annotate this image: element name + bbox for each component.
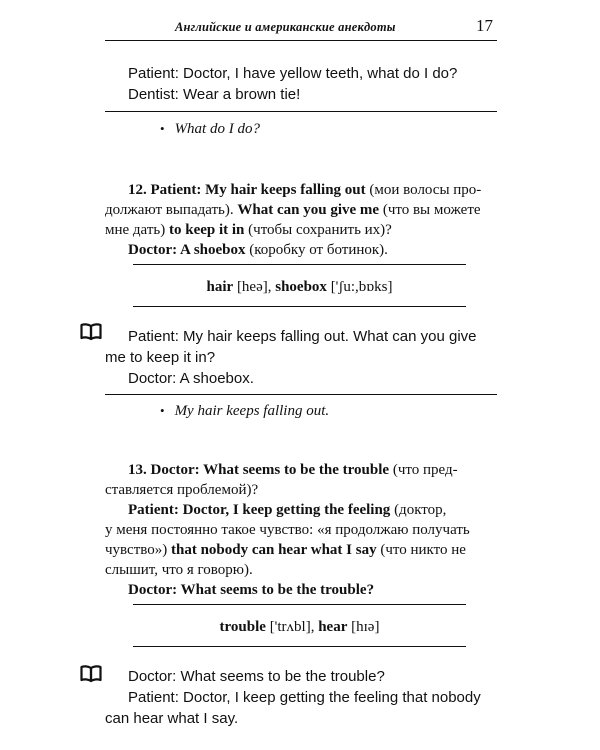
joke-line bbox=[128, 580, 374, 601]
joke-line bbox=[105, 480, 258, 501]
joke-line bbox=[105, 220, 392, 241]
vocab-ipa: [hɪə] bbox=[351, 619, 380, 635]
gloss: чувство») bbox=[105, 542, 168, 558]
page-number: 17 bbox=[476, 16, 493, 35]
gloss: (доктор, bbox=[394, 502, 447, 518]
gloss: (чтобы сохранить их)? bbox=[248, 222, 392, 238]
gloss: (что пред- bbox=[392, 462, 458, 478]
bold-phrase: Patient: Doctor, I keep getting the feeling bbox=[128, 502, 391, 518]
vocab-rule-bottom bbox=[133, 646, 466, 647]
joke-line bbox=[105, 520, 470, 541]
bold-phrase: What can you give me bbox=[237, 202, 380, 218]
bold-phrase: to keep it in bbox=[168, 222, 245, 238]
gloss: у меня постоянно такое чувство: «я продолжаю получать bbox=[105, 522, 470, 538]
reading-line: Patient: Doctor, I keep getting the feeling that nobody bbox=[128, 689, 481, 706]
bullet-text: What do I do? bbox=[174, 121, 260, 137]
joke-number: 12. bbox=[128, 182, 147, 198]
bullet-dot: • bbox=[160, 121, 165, 136]
joke-line bbox=[105, 540, 466, 561]
gloss: (что вы можете bbox=[382, 202, 481, 218]
reading-line: Doctor: What seems to be the trouble? bbox=[128, 668, 385, 685]
reading-line: me to keep it in? bbox=[105, 349, 216, 366]
bullet-item bbox=[160, 121, 260, 138]
vocab-word: trouble bbox=[219, 619, 266, 635]
dialogue-line: Dentist: Wear a brown tie! bbox=[128, 86, 301, 103]
vocab-rule-top bbox=[133, 604, 466, 605]
section-rule bbox=[105, 111, 497, 112]
bullet-dot: • bbox=[160, 403, 165, 418]
dialogue-line: Patient: Doctor, I have yellow teeth, what do I do? bbox=[128, 65, 458, 82]
vocab-box bbox=[133, 617, 466, 638]
vocab-ipa: [heə], bbox=[236, 279, 272, 295]
gloss: мне дать) bbox=[105, 222, 166, 238]
vocab-box bbox=[133, 277, 466, 298]
bold-phrase: Doctor: What seems to be the trouble? bbox=[128, 582, 375, 598]
vocab-ipa: ['trʌbl], bbox=[269, 619, 315, 635]
joke-line bbox=[128, 240, 388, 261]
bold-phrase: Patient: My hair keeps falling out bbox=[150, 182, 366, 198]
gloss: слышит, что я говорю). bbox=[105, 562, 253, 578]
reading-line: can hear what I say. bbox=[105, 710, 239, 727]
bold-phrase: that nobody can hear what I say bbox=[170, 542, 377, 558]
joke-line bbox=[105, 200, 481, 221]
joke-number: 13. bbox=[128, 462, 147, 478]
joke-line bbox=[128, 180, 481, 201]
gloss: ставляется проблемой)? bbox=[105, 482, 259, 498]
vocab-word: hear bbox=[318, 619, 348, 635]
reading-line: Doctor: A shoebox. bbox=[128, 370, 254, 387]
vocab-word: shoebox bbox=[275, 279, 327, 295]
gloss: (что никто не bbox=[380, 542, 466, 558]
header-rule bbox=[105, 40, 497, 41]
bold-phrase: Doctor: A shoebox bbox=[128, 242, 246, 258]
vocab-ipa: ['ʃu:,bɒks] bbox=[330, 279, 393, 295]
joke-line bbox=[128, 500, 446, 521]
running-header bbox=[105, 14, 495, 40]
section-rule bbox=[105, 394, 497, 395]
vocab-word: hair bbox=[206, 279, 234, 295]
gloss: (коробку от ботинок). bbox=[249, 242, 388, 258]
gloss: (мои волосы про- bbox=[369, 182, 482, 198]
open-book-icon bbox=[80, 323, 102, 341]
bold-phrase: Doctor: What seems to be the trouble bbox=[150, 462, 390, 478]
vocab-rule-bottom bbox=[133, 306, 466, 307]
header-title: Английские и американские анекдоты bbox=[175, 20, 396, 34]
reading-line: Patient: My hair keeps falling out. What can you give bbox=[128, 328, 477, 345]
open-book-icon bbox=[80, 665, 102, 683]
joke-line bbox=[128, 460, 458, 481]
gloss: должают выпадать). bbox=[105, 202, 234, 218]
joke-line bbox=[105, 560, 253, 581]
vocab-rule-top bbox=[133, 264, 466, 265]
bullet-item bbox=[160, 403, 329, 420]
bullet-text: My hair keeps falling out. bbox=[174, 403, 330, 419]
